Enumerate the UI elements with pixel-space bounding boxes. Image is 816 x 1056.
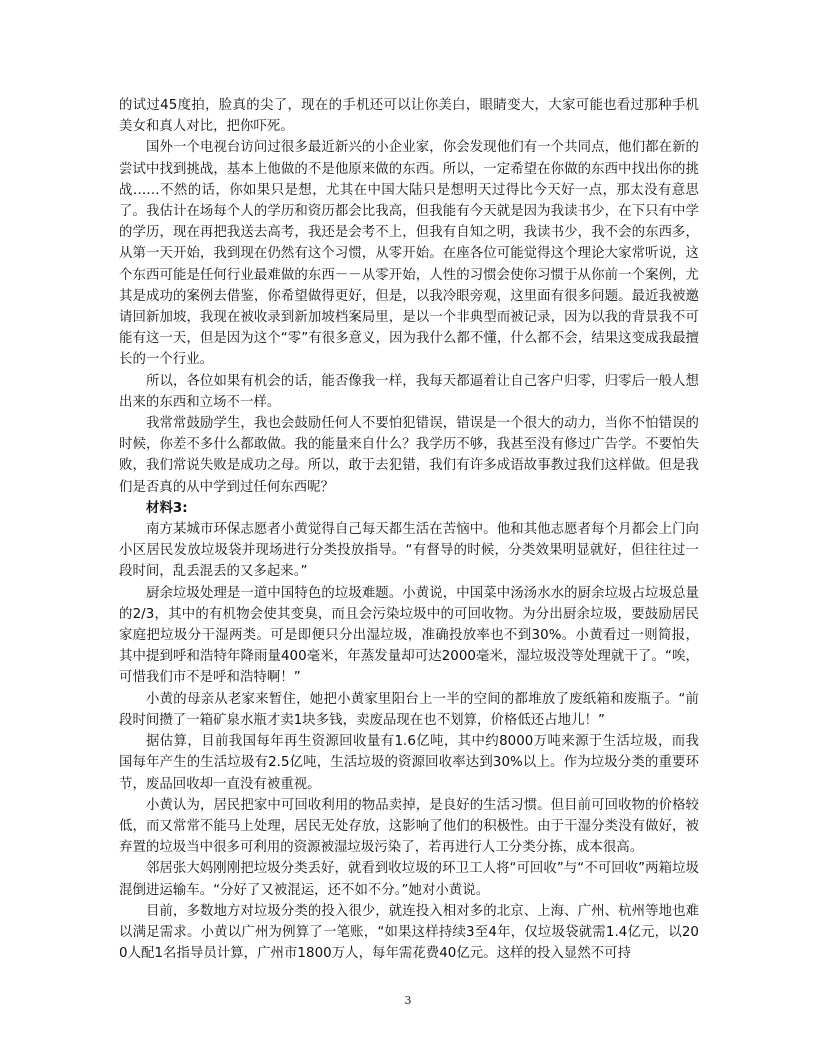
paragraph: 据估算，目前我国每年再生资源回收量有1.6亿吨，其中约8000万吨来源于生活垃圾，而我国每年产生的生活垃圾有2.5亿吨，生活垃圾的资源回收率达到30%以上。作为垃圾分类的重要环节，废品回收却一直没有被重视。 [119, 734, 699, 792]
document-body [119, 95, 699, 964]
paragraph: 的试过45度拍，脸真的尖了，现在的手机还可以让你美白，眼睛变大，大家可能也看过那种手机美女和真人对比，把你吓死。 [119, 98, 699, 135]
paragraph: 目前，多数地方对垃圾分类的投入很少，就连投入相对多的北京、上海、广州、杭州等地也难以满足需求。小黄以广州为例算了一笔账，“如果这样持续3至4年，仅垃圾袋就需1.4亿元，以200人配1名指导员计算，广州市1800万人，每年需花费40亿元。这样的投入显然不可持 [119, 903, 699, 962]
paragraph: 邻居张大妈刚刚把垃圾分类丢好，就看到收垃圾的环卫工人将“可回收”与“不可回收”两箱垃圾混倒进运输车。“分好了又被混运，还不如不分。”她对小黄说。 [119, 861, 699, 898]
paragraph: 厨余垃圾处理是一道中国特色的垃圾难题。小黄说，中国菜中汤汤水水的厨余垃圾占垃圾总量的2/3，其中的有机物会使其变臭，而且会污染垃圾中的可回收物。为分出厨余垃圾，要鼓励居民家庭把垃圾分干湿两类。可是即便只分出湿垃圾，准确投放率也不到30%。小黄看过一则简报，其中提到呼和浩特年降雨量400毫米，年蒸发量却可达2000毫米，湿垃圾没等处理就干了。“唉，可惜我们市不是呼和浩特啊！” [119, 585, 699, 686]
page-number: 3 [404, 994, 412, 1007]
paragraph: 所以，各位如果有机会的话，能否像我一样，我每天都逼着让自己客户归零，归零后一般人想出来的东西和立场不一样。 [119, 373, 699, 410]
paragraph: 小黄认为，居民把家中可回收利用的物品卖掉，是良好的生活习惯。但目前可回收物的价格较低，而又常常不能马上处理，居民无处存放，这影响了他们的积极性。由于干湿分类没有做好，被弃置的垃圾当中很多可利用的资源被湿垃圾污染了，若再进行人工分类分拣，成本很高。 [119, 797, 699, 856]
paragraph: 我常常鼓励学生，我也会鼓励任何人不要怕犯错误，错误是一个很大的动力，当你不怕错误的时候，你差不多什么都敢做。我的能量来自什么？我学历不够，我甚至没有修过广告学。不要怕失败，我们常说失败是成功之母。所以，敢于去犯错，我们有许多成语故事教过我们这样做。但是我们是否真的从中学到过任何东西呢？ [119, 416, 699, 495]
paragraph: 小黄的母亲从老家来暂住，她把小黄家里阳台上一半的空间的都堆放了废纸箱和废瓶子。“前段时间攒了一箱矿泉水瓶才卖1块多钱，卖废品现在也不划算，价格低还占地儿！” [119, 691, 699, 728]
section-heading: 材料3: [146, 500, 188, 516]
paragraph: 南方某城市环保志愿者小黄觉得自己每天都生活在苦恼中。他和其他志愿者每个月都会上门向小区居民发放垃圾袋并现场进行分类投放指导。“有督导的时候，分类效果明显就好，但往往过一段时间，乱丢混丢的又多起来。” [119, 522, 699, 580]
paragraph: 国外一个电视台访问过很多最近新兴的小企业家，你会发现他们有一个共同点，他们都在新的尝试中找到挑战，基本上他做的不是他原来做的东西。所以，一定希望在你做的东西中找出你的挑战……不然的话，你如果只是想，尤其在中国大陆只是想明天过得比今天好一点，那太没有意思了。我估计在场每个人的学历和资历都会比我高，但我能有今天就是因为我读书少，在下只有中学的学历，现在再把我送去高考，我还是会考不上，但我有自知之明，我读书少，我不会的东西多，从第一天开始，我到现在仍然有这个习惯，从零开始。在座各位可能觉得这个理论大家常听说，这个东西可能是任何行业最难做的东西－－从零开始，人性的习惯会使你习惯于从你前一个案例，尤其是成功的案例去借鉴，你希望做得更好，但是，以我冷眼旁观，这里面有很多问题。最近我被邀请回新加坡，我现在被收录到新加坡档案局里，是以一个非典型而被记录，因为以我的背景我不可能有这一天，但是因为这个“零”有很多意义，因为我什么都不懂，什么都不会，结果这变成我最擅长的一个行业。 [119, 140, 699, 368]
